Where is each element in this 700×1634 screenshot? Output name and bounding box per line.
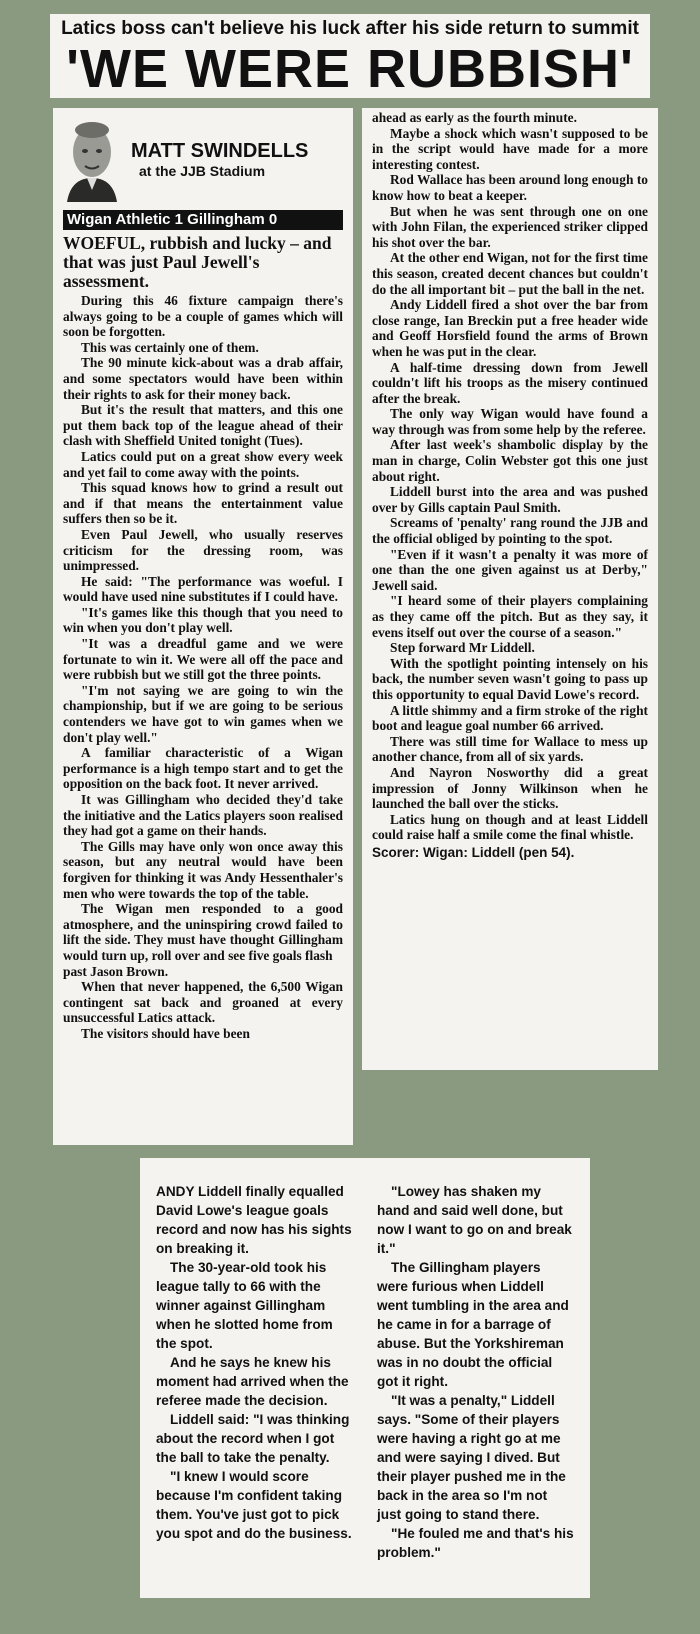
sidebar-clipping	[140, 1158, 590, 1598]
paragraph: With the spotlight pointing intensely on his back, the number seven wasn't going to pass up this opportunity to equal David Lowe's record.	[372, 655, 648, 702]
paragraph: A familiar characteristic of a Wigan performance is a high tempo start and to get the opposition on the back foot. It never arrived.	[63, 745, 343, 792]
paragraph: This was certainly one of them.	[81, 339, 259, 355]
paragraph: The Gillingham players were furious when Liddell went tumbling in the area and he came in for a barrage of abuse. But the Yorkshireman was in no doubt the official got it right.	[377, 1260, 569, 1389]
paragraph: But when he was sent through one on one with John Filan, the experienced striker clipped his shot over the bar.	[372, 203, 648, 250]
paragraph: Andy Liddell fired a shot over the bar from close range, Ian Breckin put a free header wide and Geoff Horsfield found the arms of Brown when he was put in the clear.	[372, 297, 648, 359]
sidebar-column-left	[156, 1182, 353, 1562]
scorer-line: Scorer: Wigan: Liddell (pen 54).	[372, 844, 575, 860]
paragraph: The 30-year-old took his league tally to 66 with the winner against Gillingham when he slotted home from the spot.	[156, 1260, 333, 1351]
paragraph: After last week's shambolic display by the man in charge, Colin Webster got this one just about right.	[372, 437, 648, 484]
paragraph: "Even if it wasn't a penalty it was more of one than the one given against us at Derby," Jewell said.	[372, 546, 648, 593]
byline-text	[131, 140, 308, 180]
headline-clipping	[50, 14, 650, 98]
paragraph: During this 46 fixture campaign there's always going to be a couple of games which will soon be forgotten.	[63, 293, 343, 340]
paragraph: "He fouled me and that's his problem."	[377, 1526, 574, 1560]
article-column-2	[362, 108, 658, 1070]
paragraph: Latics could put on a great show every week and yet fail to come away with the points.	[63, 448, 343, 480]
headline: 'WE WERE RUBBISH'	[66, 39, 634, 98]
paragraph: It was Gillingham who decided they'd take the initiative and the Latics players soon realised they had got a game on their hands.	[63, 792, 343, 839]
paragraph: A little shimmy and a firm stroke of the right boot and league goal number 66 arrived.	[372, 702, 648, 734]
article-body-1	[63, 293, 343, 1042]
scoreline: Wigan Athletic 1 Gillingham 0	[63, 210, 343, 230]
paragraph: And he says he knew his moment had arrived when the referee made the decision.	[156, 1355, 349, 1408]
author-name: MATT SWINDELLS	[131, 140, 309, 162]
paragraph: The visitors should have been	[81, 1025, 250, 1041]
paragraph: ANDY Liddell finally equalled David Lowe's league goals record and now has his sights on breaking it.	[156, 1184, 352, 1256]
paragraph: He said: "The performance was woeful. I would have used nine substitutes if I could have.	[63, 573, 343, 605]
article-body-2	[372, 110, 648, 843]
paragraph: ahead as early as the fourth minute.	[372, 110, 577, 125]
paragraph: Rod Wallace has been around long enough to know how to beat a keeper.	[372, 172, 648, 203]
paragraph: This squad knows how to grind a result out and if that means the entertainment value suffers then so be it.	[63, 480, 343, 527]
paragraph: Liddell said: "I was thinking about the record when I got the ball to take the penalty.	[156, 1412, 350, 1465]
paragraph: The 90 minute kick-about was a drab affair, and some spectators would have been within their rights to ask for their money back.	[63, 355, 343, 402]
paragraph: The Wigan men responded to a good atmosphere, and the uninspiring crowd failed to lift the side. They must have thought Gillingham would turn up, roll over and see five goals flash	[63, 901, 343, 963]
paragraph: "I'm not saying we are going to win the championship, but if we are going to be serious contenders we have got to win games when we don't play well."	[63, 682, 343, 745]
intro-paragraph: WOEFUL, rubbish and lucky – and that was just Paul Jewell's assessment.	[63, 233, 332, 291]
paragraph: "I heard some of their players complaining as they came off the pitch. But as they say, it evens itself out over the course of a season."	[372, 593, 648, 640]
paragraph: But it's the result that matters, and this one put them back top of the league ahead of their clash with Sheffield United tonight (Tues).	[63, 402, 343, 449]
paragraph: Screams of 'penalty' rang round the JJB and the official obliged by pointing to the spot.	[372, 515, 648, 547]
paragraph: And Nayron Nosworthy did a great impression of Jonny Wilkinson when he launched the ball over the sticks.	[372, 764, 648, 812]
paragraph: Even Paul Jewell, who usually reserves criticism for the dressing room, was unimpressed.	[63, 526, 343, 574]
sidebar-column-right	[377, 1182, 574, 1562]
kicker: Latics boss can't believe his luck after his side return to summit	[61, 18, 639, 39]
venue: at the JJB Stadium	[139, 163, 266, 179]
paragraph: past Jason Brown.	[63, 963, 169, 979]
paragraph: The Gills may have only won once away this season, but any neutral would have been forgiven for thinking it was Andy Hessenthaler's men who were towards the top of the table.	[63, 838, 343, 901]
paragraph: "It was a dreadful game and we were fortunate to win it. We were all off the pace and were rubbish but we still got the three points.	[63, 636, 343, 683]
paragraph: A half-time dressing down from Jewell couldn't lift his troops as the misery continued after the break.	[372, 359, 648, 406]
paragraph: Maybe a shock which wasn't supposed to be in the script would have made for a more interesting contest.	[372, 125, 648, 172]
paragraph: At the other end Wigan, not for the first time this season, created decent chances but couldn't do the all important bit – put the ball in the net.	[372, 250, 648, 297]
byline	[63, 114, 343, 206]
paragraph: "It's games like this though that you need to win when you don't play well.	[63, 604, 343, 636]
paragraph: There was still time for Wallace to mess up another chance, from all of six yards.	[372, 733, 648, 765]
paragraph: "I knew I would score because I'm confident taking them. You've just got to pick you spot and do the business.	[156, 1469, 352, 1541]
author-photo	[63, 118, 121, 202]
paragraph: "It was a penalty," Liddell says. "Some of their players were having a right go at me and were saying I dived. But their player pushed me in the back in the area so I'm not just going to stand there.	[377, 1393, 566, 1522]
paragraph: Latics hung on though and at least Liddell could raise half a smile come the final whistle.	[372, 811, 648, 843]
article-column-1	[53, 108, 353, 1145]
paragraph: When that never happened, the 6,500 Wigan contingent sat back and groaned at every unsuccessful Latics attack.	[63, 979, 343, 1026]
paragraph: Step forward Mr Liddell.	[390, 640, 535, 656]
paragraph: "Lowey has shaken my hand and said well done, but now I want to go on and break it."	[377, 1184, 572, 1256]
paragraph: The only way Wigan would have found a way through was from some help by the referee.	[372, 406, 648, 437]
sidebar-columns	[156, 1182, 574, 1562]
paragraph: Liddell burst into the area and was pushed over by Gills captain Paul Smith.	[372, 484, 648, 515]
